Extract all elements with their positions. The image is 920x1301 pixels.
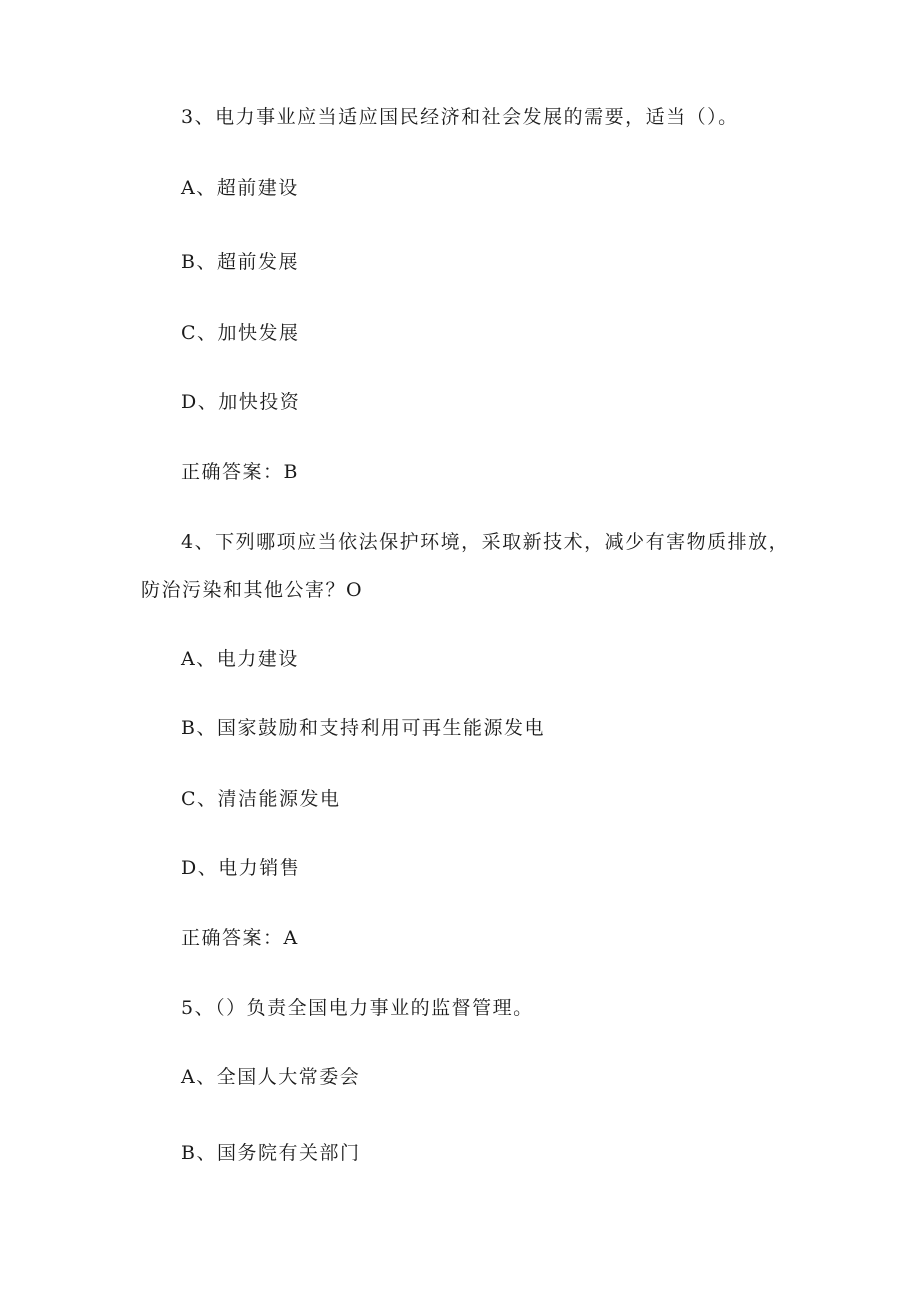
question-3-option-d: D、加快投资: [181, 391, 301, 413]
question-4-option-c: C、清洁能源发电: [181, 788, 341, 810]
question-4-option-b: B、国家鼓励和支持利用可再生能源发电: [181, 717, 545, 739]
question-3-option-b: B、超前发展: [181, 251, 299, 273]
question-5-option-a: A、全国人大常委会: [181, 1066, 361, 1088]
question-4-option-a: A、电力建设: [181, 648, 299, 670]
question-4-option-d: D、电力销售: [181, 857, 301, 879]
question-4-stem-line1: 4、下列哪项应当依法保护环境，采取新技术，减少有害物质排放，: [181, 531, 790, 553]
question-3-answer: 正确答案：B: [181, 461, 299, 483]
question-4-answer: 正确答案：A: [181, 927, 299, 949]
question-4-stem-line2: 防治污染和其他公害？O: [141, 579, 364, 601]
question-5-option-b: B、国务院有关部门: [181, 1142, 361, 1164]
question-3-option-c: C、加快发展: [181, 322, 300, 344]
question-3-stem: 3、电力事业应当适应国民经济和社会发展的需要，适当（）。: [181, 106, 739, 128]
question-3-option-a: A、超前建设: [181, 177, 299, 199]
question-5-stem: 5、（）负责全国电力事业的监督管理。: [181, 997, 534, 1019]
